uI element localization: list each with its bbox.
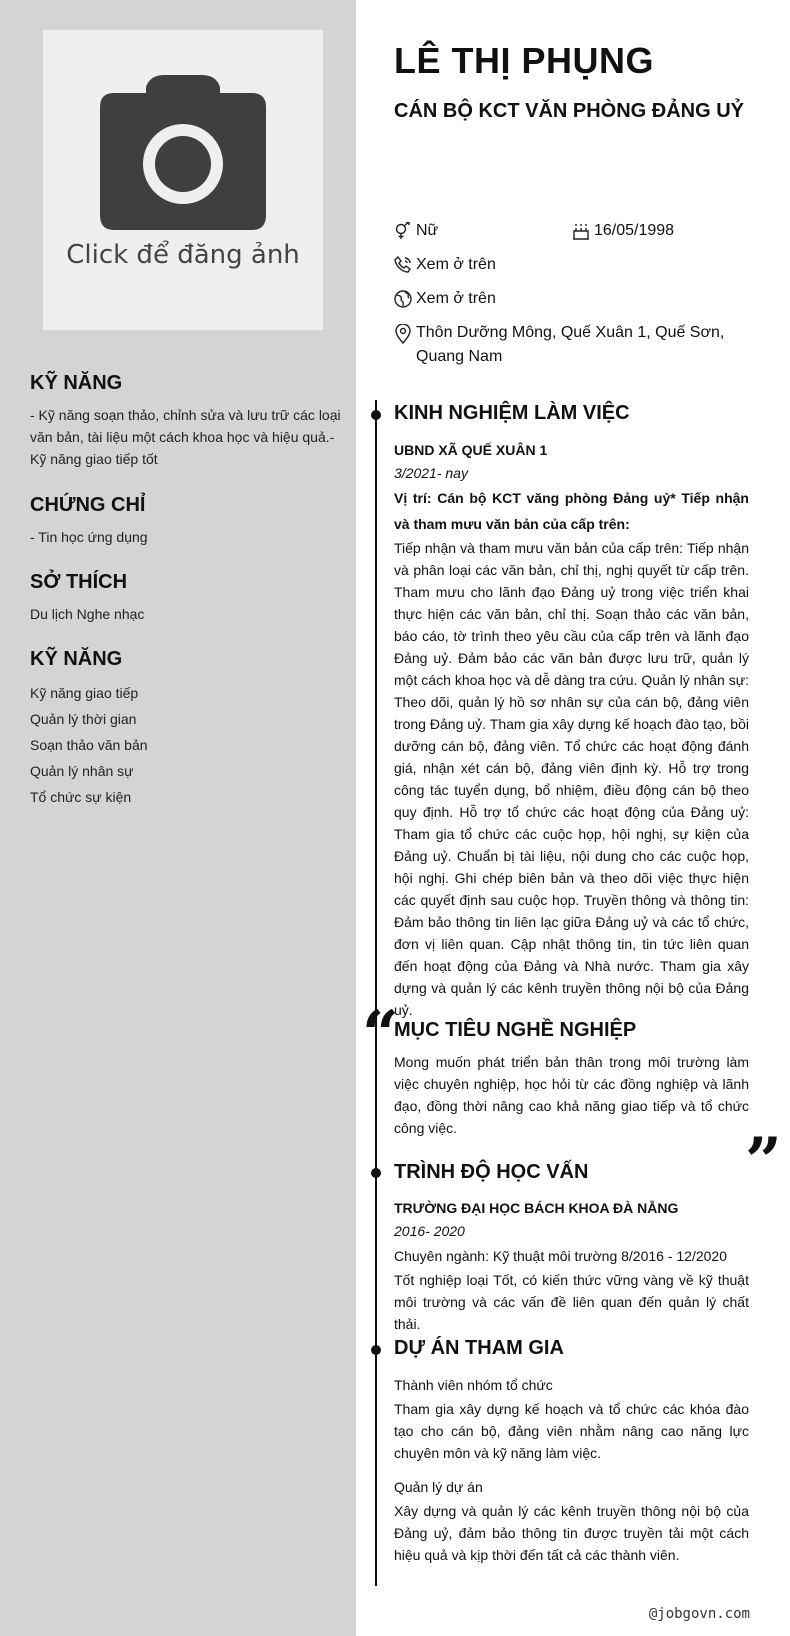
skills-list-title: KỸ NĂNG — [30, 648, 123, 670]
project-description: Tham gia xây dựng kế hoạch và tổ chức các khóa đào tạo cho cán bộ, đảng viên nhằm nâng cao năng lực chuyên môn và kỹ năng làm việc. — [394, 1401, 749, 1461]
website-row — [394, 287, 496, 311]
skills-text: - Kỹ năng soạn thảo, chỉnh sửa và lưu trữ các loại văn bản, tài liệu một cách khoa học và hiệu quả.- Kỹ năng giao tiếp tốt — [30, 407, 341, 467]
experience-period: 3/2021- nay — [394, 465, 468, 481]
objective-text: Mong muốn phát triển bản thân trong môi trường làm việc chuyên nghiệp, học hỏi từ các đồng nghiệp và lãnh đạo, đồng thời nâng cao khả năng giao tiếp và tổ chức công việc. — [394, 1054, 749, 1136]
list-item: Kỹ năng giao tiếp — [30, 685, 139, 701]
certificates-title: CHỨNG CHỈ — [30, 494, 146, 516]
phone-icon — [394, 253, 416, 277]
skills-title: KỸ NĂNG — [30, 372, 123, 394]
footer-watermark: @jobgovn.com — [648, 1606, 750, 1622]
open-quote-icon: “ — [362, 997, 399, 1072]
timeline-dot — [371, 410, 381, 420]
globe-icon — [394, 287, 416, 311]
project-role: Thành viên nhóm tổ chức — [394, 1377, 553, 1393]
hobbies-text: Du lịch Nghe nhạc — [30, 606, 145, 622]
website-value: Xem ở trên — [416, 290, 496, 307]
experience-org: UBND XÃ QUẾ XUÂN 1 — [394, 442, 548, 458]
timeline-dot — [371, 1168, 381, 1178]
sidebar — [0, 0, 356, 1636]
experience-description: Tiếp nhận và tham mưu văn bản của cấp trên: Tiếp nhận và phân loại các văn bản, chỉ thị, nghị quyết từ cấp trên. Tham mưu cho lãnh đạo Đảng uỷ trong việc triển khai thực hiện các văn bản, chỉ thị. Soạn thảo các văn bản, báo cáo, tờ trình theo yêu cầu của cấp trên và lãnh đạo Đảng uỷ. Đảm bảo các văn bản được lưu trữ, quản lý một cách khoa học và dễ dàng tra cứu. Quản lý nhân sự: Theo dõi, quản lý hồ sơ nhân sự của cán bộ, đảng viên trong Đảng uỷ. Tham gia xây dựng kế hoạch đào tạo, bồi dưỡng cán bộ, đảng viên. Tổ chức các hoạt động đánh giá, nhận xét cán bộ, đảng viên định kỳ. Hỗ trợ trong công tác tuyển dụng, bổ nhiệm, điều động cán bộ theo quy định. Hỗ trợ tổ chức các hoạt động của Đảng uỷ: Tham gia tổ chức các cuộc họp, hội nghị, sự kiện của Đảng uỷ. Chuẩn bị tài liệu, nội dung cho các cuộc họp, hội nghị. Ghi chép biên bản và theo dõi việc thực hiện các quyết định sau cuộc họp. Truyền thông và thông tin: Đảm bảo thông tin liên lạc giữa Đảng uỷ và các tổ chức, đơn vị liên quan. Cập nhật thông tin, tin tức liên quan đến hoạt động của Đảng và Nhà nước. Tham gia xây dựng và quản lý các kênh truyền thông nội bộ của Đảng uỷ. — [394, 540, 749, 1018]
gender-icon — [394, 219, 416, 243]
list-item: Quản lý nhân sự — [30, 763, 134, 779]
upload-photo-label: Click để đăng ảnh — [66, 240, 300, 270]
objective-title: MỤC TIÊU NGHỀ NGHIỆP — [394, 1019, 637, 1041]
location-pin-icon — [394, 321, 416, 369]
camera-icon — [100, 75, 266, 230]
hobbies-title: SỞ THÍCH — [30, 571, 128, 593]
phone-value: Xem ở trên — [416, 256, 496, 273]
upload-photo-button[interactable] — [43, 30, 323, 330]
timeline-dot — [371, 1345, 381, 1355]
project-description: Xây dựng và quản lý các kênh truyền thông nội bộ của Đảng uỷ, đảm bảo thông tin được truyền tải một cách hiệu quả và kịp thời đến tất cả các thành viên. — [394, 1503, 749, 1563]
gender-value: Nữ — [416, 222, 439, 239]
education-title: TRÌNH ĐỘ HỌC VẤN — [394, 1161, 589, 1183]
list-item: Quản lý thời gian — [30, 711, 137, 727]
project-role: Quản lý dự án — [394, 1479, 483, 1495]
education-school: TRƯỜNG ĐẠI HỌC BÁCH KHOA ĐÀ NẴNG — [394, 1200, 679, 1216]
phone-row — [394, 253, 496, 277]
close-quote-icon: ” — [745, 1124, 782, 1199]
candidate-role: CÁN BỘ KCT VĂN PHÒNG ĐẢNG UỶ — [394, 100, 745, 122]
address-row — [394, 321, 749, 369]
address-value: Thôn Dưỡng Mông, Quế Xuân 1, Quế Sơn, Quang Nam — [416, 324, 725, 365]
projects-title: DỰ ÁN THAM GIA — [394, 1337, 564, 1359]
certificates-text: - Tin học ứng dụng — [30, 529, 148, 545]
experience-position: Vị trí: Cán bộ KCT văng phòng Đảng uỷ* Tiếp nhận và tham mưu văn bản của cấp trên: — [394, 490, 749, 532]
list-item: Tổ chức sự kiện — [30, 789, 132, 805]
experience-title: KINH NGHIỆM LÀM VIỆC — [394, 402, 630, 424]
birthday-row — [572, 219, 674, 243]
timeline-line — [375, 400, 377, 1586]
education-period: 2016- 2020 — [394, 1223, 465, 1239]
education-major: Chuyên ngành: Kỹ thuật môi trường 8/2016 - 12/2020 — [394, 1248, 727, 1264]
birthday-value: 16/05/1998 — [594, 222, 675, 239]
education-description: Tốt nghiệp loại Tốt, có kiến thức vững vàng về kỹ thuật môi trường và các vấn đề liên quan đến quản lý chất thải. — [394, 1272, 749, 1332]
gender-row — [394, 219, 438, 243]
list-item: Soạn thảo văn bản — [30, 737, 148, 753]
birthday-cake-icon — [572, 219, 594, 243]
candidate-name: LÊ THỊ PHỤNG — [394, 40, 655, 81]
skills-list — [30, 680, 148, 810]
